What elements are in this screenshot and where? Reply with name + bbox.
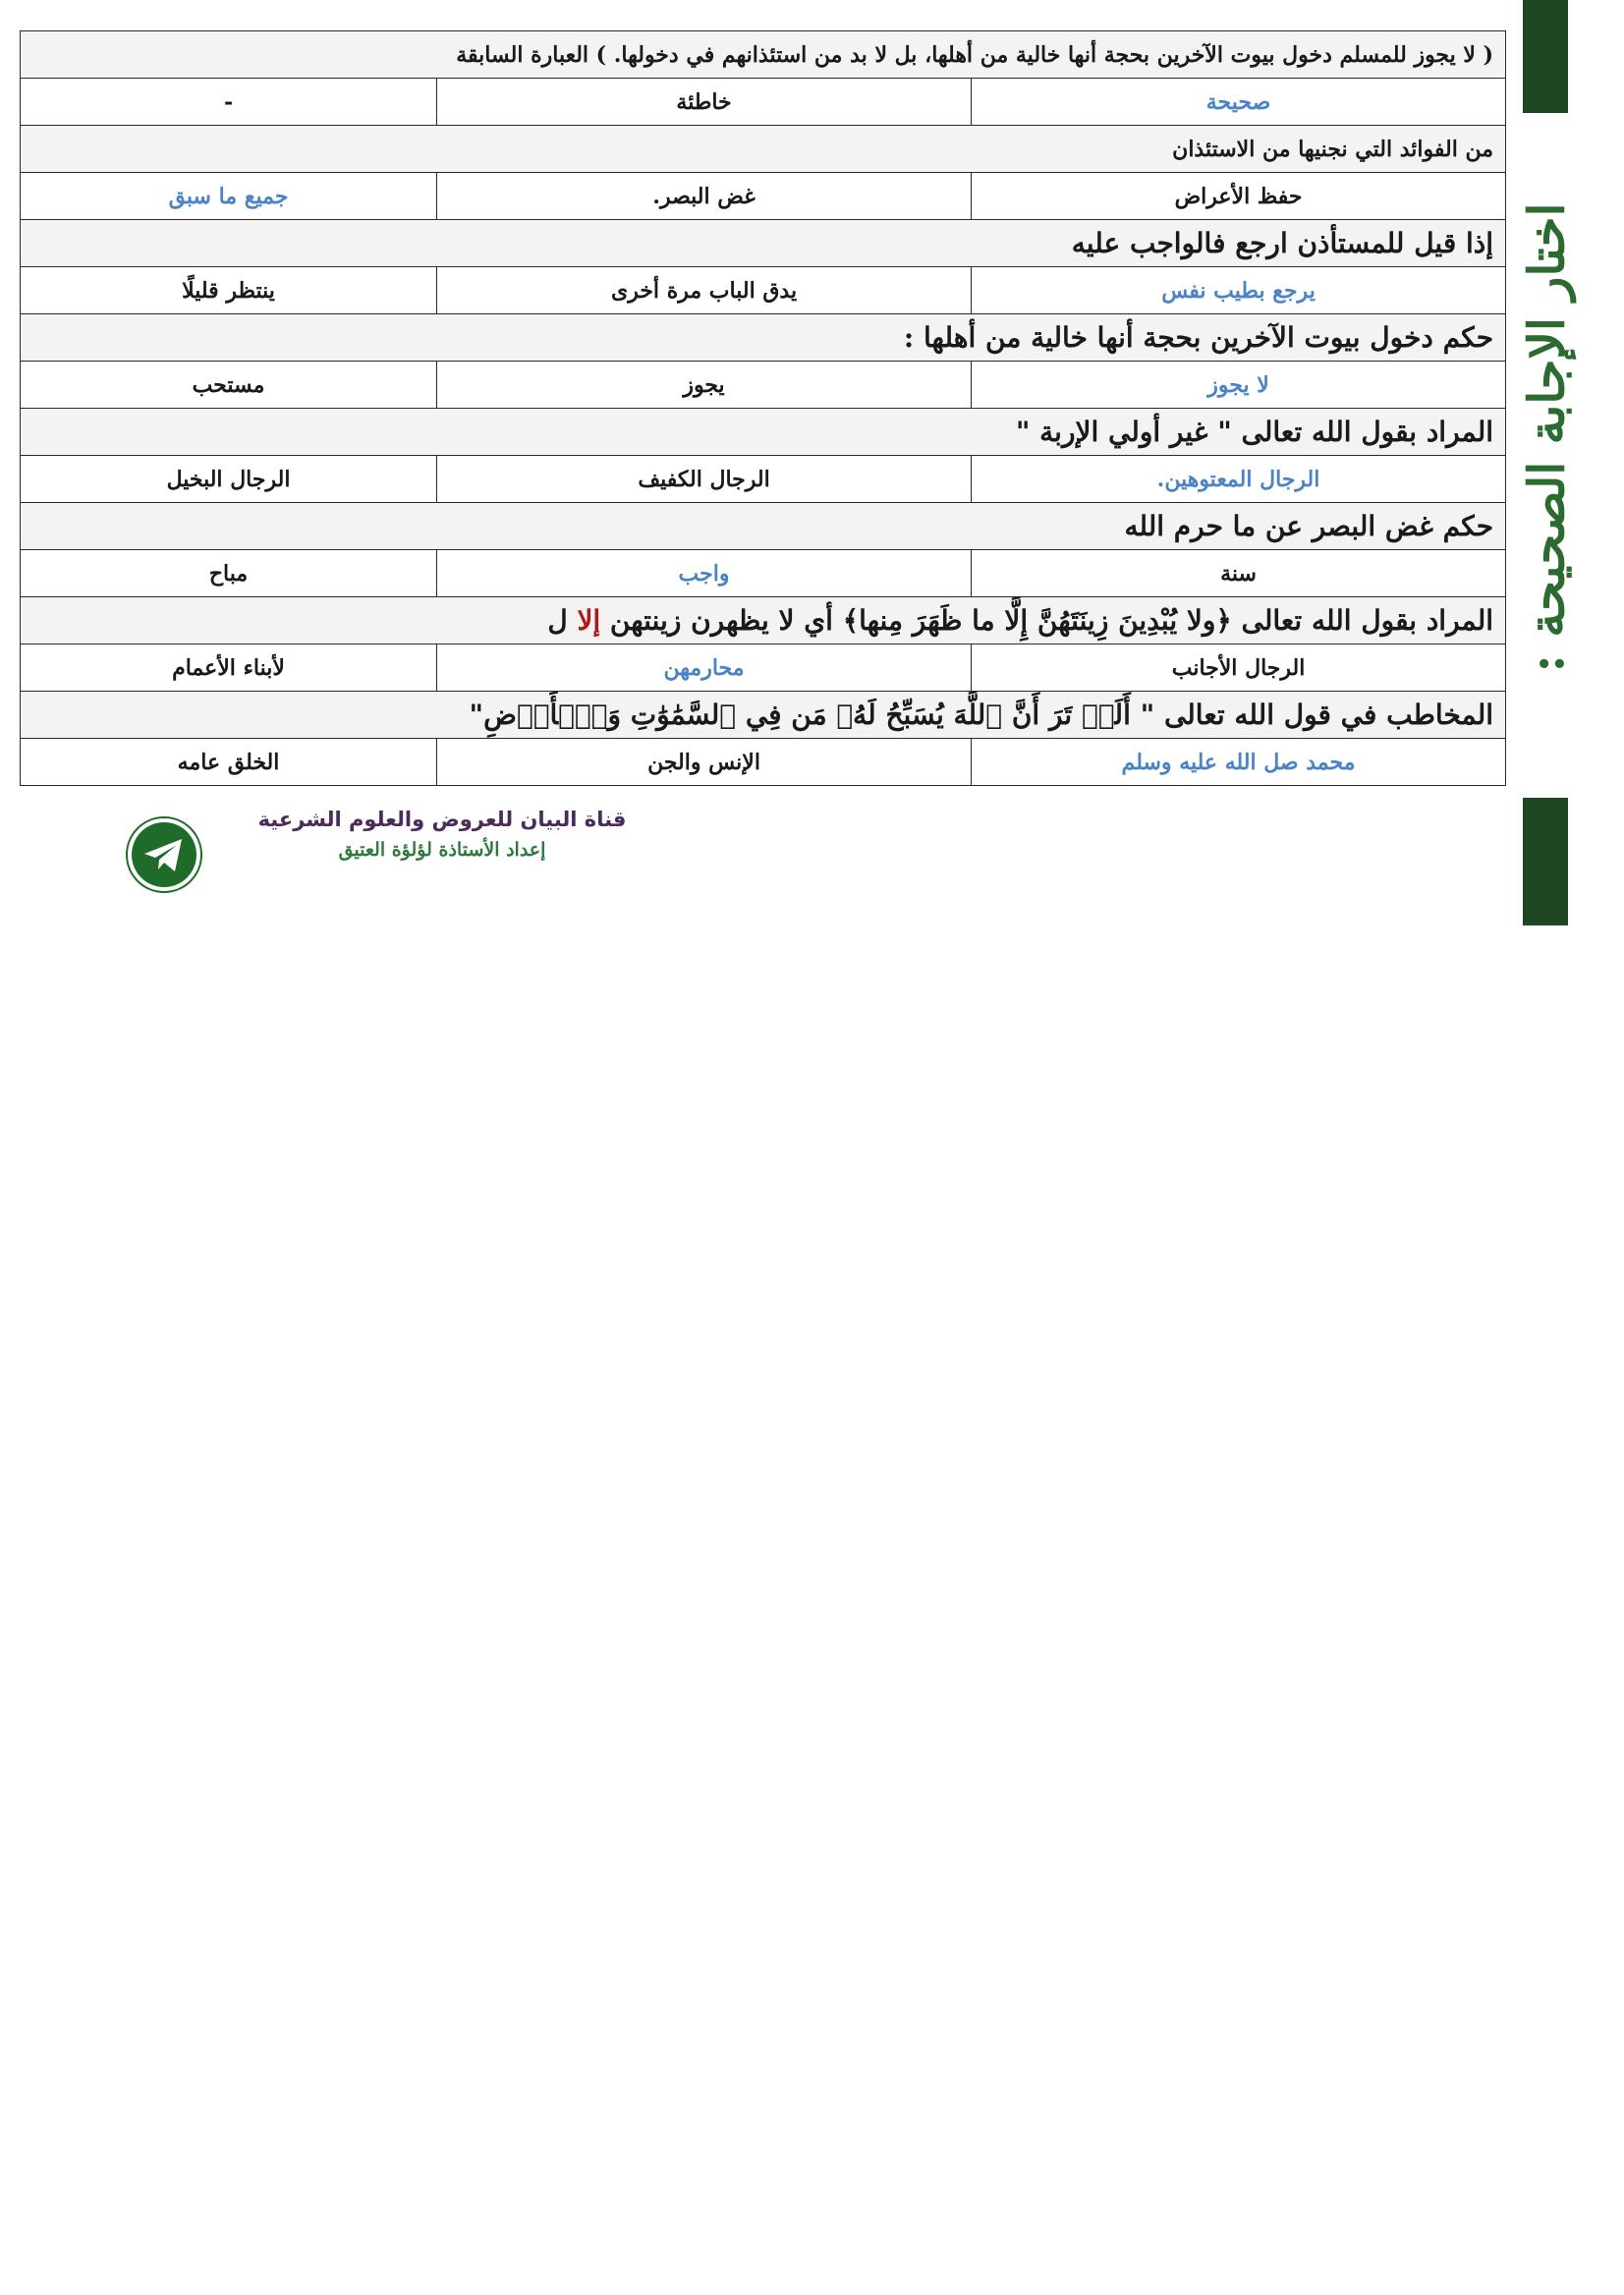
answer-option[interactable]: مباح bbox=[21, 550, 437, 597]
answer-option[interactable]: مستحب bbox=[21, 362, 437, 409]
question-text-part: ل bbox=[547, 604, 578, 637]
answer-option[interactable]: صحيحة bbox=[972, 79, 1506, 126]
answer-option[interactable]: محارمهن bbox=[437, 644, 972, 692]
answer-option[interactable]: يدق الباب مرة أخرى bbox=[437, 267, 972, 314]
question-row bbox=[21, 126, 1506, 173]
answer-option[interactable]: - bbox=[21, 79, 437, 126]
answer-option[interactable]: الرجال الكفيف bbox=[437, 456, 972, 503]
answer-row bbox=[21, 267, 1506, 314]
answer-option[interactable]: واجب bbox=[437, 550, 972, 597]
answer-option[interactable]: يجوز bbox=[437, 362, 972, 409]
author-name: إعداد الأستاذة لؤلؤة العتيق bbox=[338, 839, 546, 861]
question-text-part: المراد بقول الله تعالى ﴿ولا يُبْدِينَ زِينَتَهُنَّ إِلَّا ما ظَهَرَ مِنها﴾ أي لا يظهرن زينتهن bbox=[600, 604, 1494, 637]
answer-option[interactable]: الرجال المعتوهين. bbox=[972, 456, 1506, 503]
answer-option[interactable]: ينتظر قليلًا bbox=[21, 267, 437, 314]
question-text: حكم غض البصر عن ما حرم الله bbox=[21, 503, 1506, 550]
question-text: إذا قيل للمستأذن ارجع فالواجب عليه bbox=[21, 220, 1506, 267]
question-row bbox=[21, 503, 1506, 550]
answer-row bbox=[21, 550, 1506, 597]
question-text bbox=[21, 597, 1506, 644]
question-text: المراد بقول الله تعالى " غير أولي الإربة " bbox=[21, 409, 1506, 456]
answer-option[interactable]: سنة bbox=[972, 550, 1506, 597]
question-text: المخاطب في قول الله تعالى " أَلَمۡ تَرَ أَنَّ ٱللَّهَ يُسَبِّحُ لَهُۥ مَن فِي ٱلسَّمَٰوَٰتِ وَٱلۡأَرۡضِ" bbox=[21, 692, 1506, 739]
answer-option[interactable]: الإنس والجن bbox=[437, 739, 972, 786]
answer-option[interactable]: الرجال الأجانب bbox=[972, 644, 1506, 692]
answer-option[interactable]: لأبناء الأعمام bbox=[21, 644, 437, 692]
question-row bbox=[21, 314, 1506, 362]
question-text: حكم دخول بيوت الآخرين بحجة أنها خالية من أهلها : bbox=[21, 314, 1506, 362]
answer-option[interactable]: غض البصر. bbox=[437, 173, 972, 220]
questions-table bbox=[20, 30, 1506, 786]
answer-row bbox=[21, 644, 1506, 692]
footer-credit bbox=[246, 808, 639, 861]
question-row bbox=[21, 692, 1506, 739]
question-text: ( لا يجوز للمسلم دخول بيوت الآخرين بحجة أنها خالية من أهلها، بل لا بد من استئذانهم في دخولها. ) العبارة السابقة bbox=[21, 31, 1506, 79]
answer-row bbox=[21, 173, 1506, 220]
answer-option[interactable]: حفظ الأعراض bbox=[972, 173, 1506, 220]
answer-option[interactable]: الرجال البخيل bbox=[21, 456, 437, 503]
answer-row bbox=[21, 739, 1506, 786]
answer-option[interactable]: يرجع بطيب نفس bbox=[972, 267, 1506, 314]
side-title bbox=[1517, 177, 1576, 698]
side-bar-bottom bbox=[1523, 798, 1568, 925]
question-text: من الفوائد التي نجنيها من الاستئذان bbox=[21, 126, 1506, 173]
answer-row bbox=[21, 456, 1506, 503]
question-highlight: إلا bbox=[577, 604, 601, 637]
side-title-text: اختار الإجابة الصحيحة : bbox=[1517, 201, 1576, 673]
answer-option[interactable]: جميع ما سبق bbox=[21, 173, 437, 220]
side-bar-top bbox=[1523, 0, 1568, 113]
answer-option[interactable]: خاطئة bbox=[437, 79, 972, 126]
answer-option[interactable]: الخلق عامه bbox=[21, 739, 437, 786]
answer-option[interactable]: محمد صل الله عليه وسلم bbox=[972, 739, 1506, 786]
answer-row bbox=[21, 362, 1506, 409]
telegram-icon[interactable] bbox=[125, 815, 203, 894]
answer-option[interactable]: لا يجوز bbox=[972, 362, 1506, 409]
question-row bbox=[21, 220, 1506, 267]
question-row bbox=[21, 597, 1506, 644]
channel-name: قناة البيان للعروض والعلوم الشرعية bbox=[257, 808, 627, 831]
answer-row bbox=[21, 79, 1506, 126]
question-row bbox=[21, 409, 1506, 456]
question-row bbox=[21, 31, 1506, 79]
